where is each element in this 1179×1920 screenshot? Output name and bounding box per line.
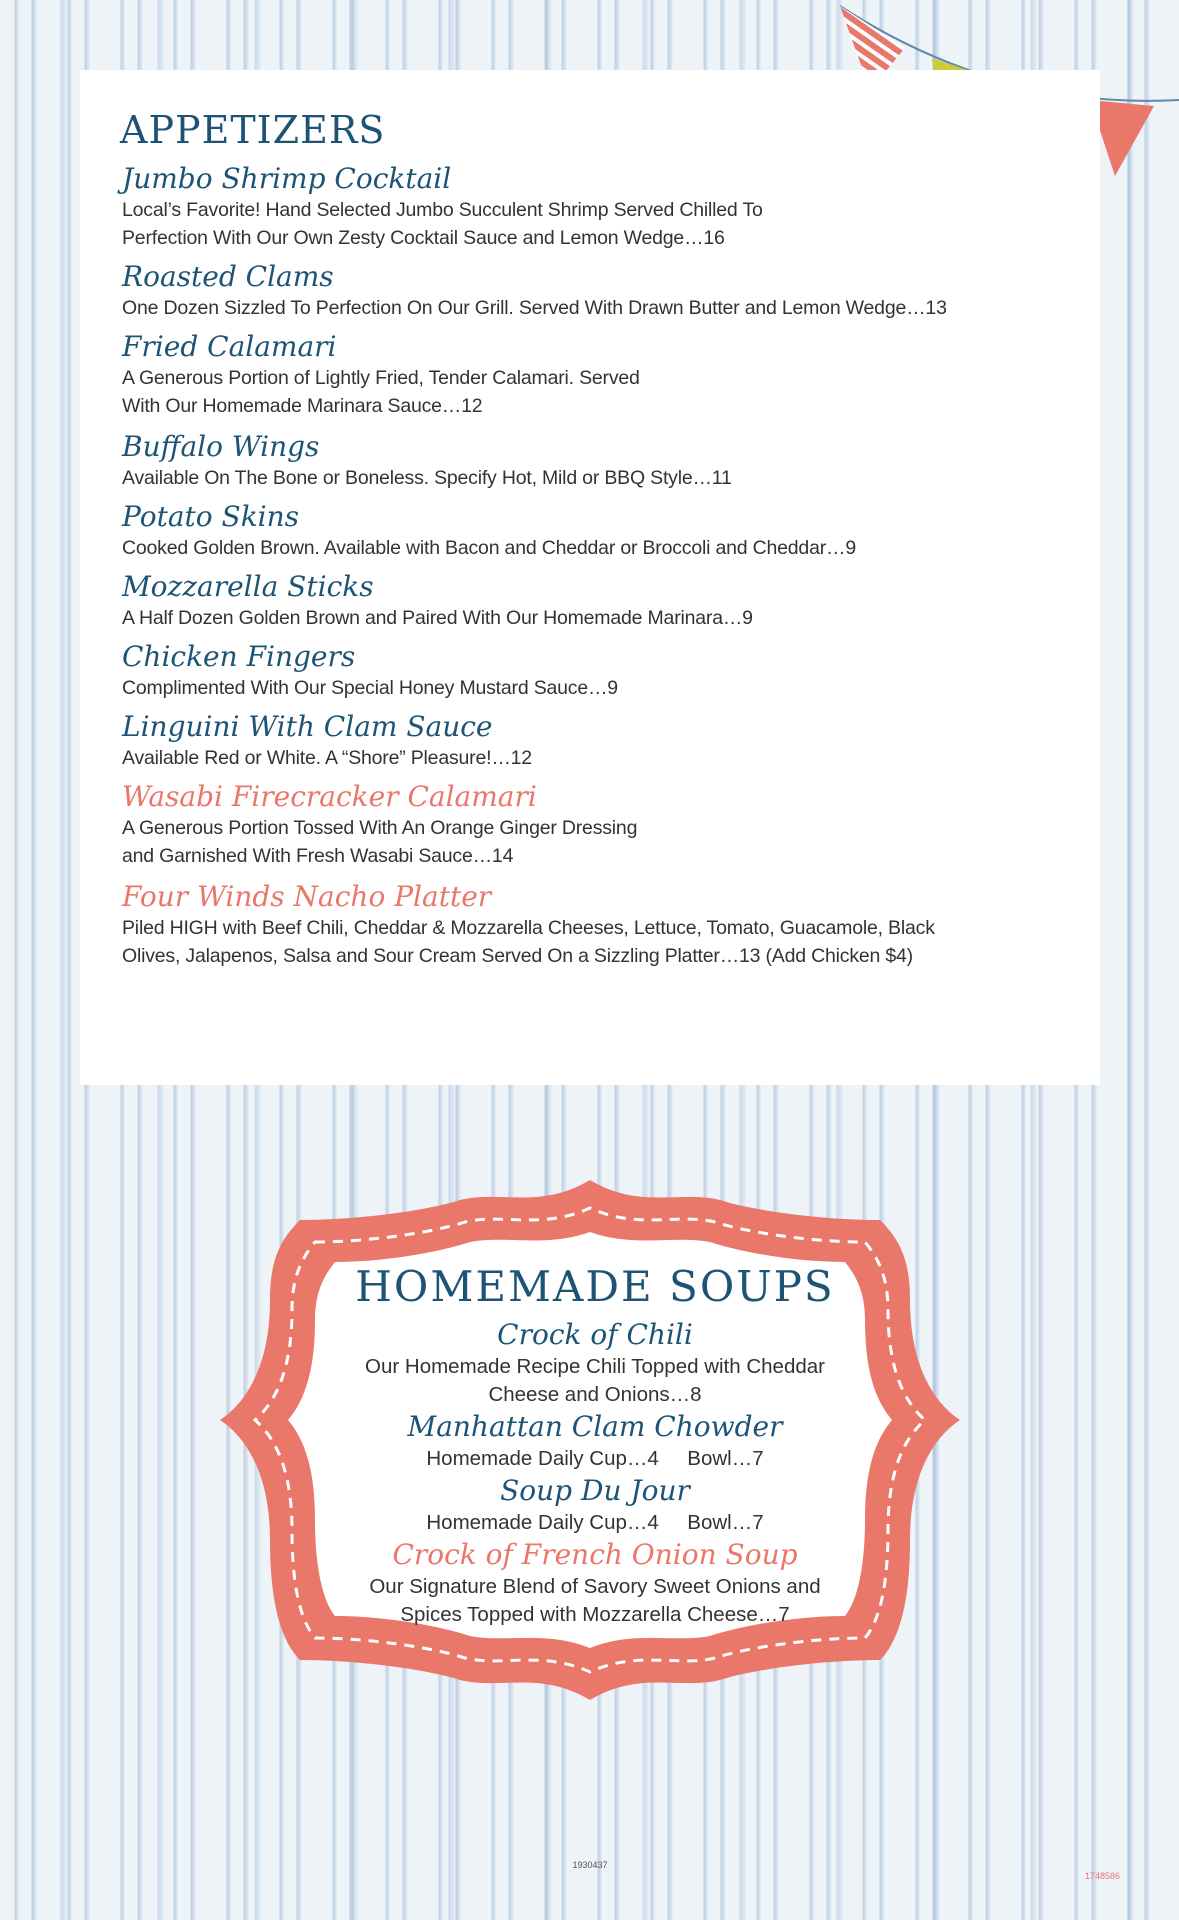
soups-title: HOMEMADE SOUPS (355, 1262, 835, 1311)
menu-item-name: Buffalo Wings (122, 430, 320, 463)
appetizers-title: APPETIZERS (120, 108, 386, 152)
menu-item (122, 640, 1042, 702)
menu-item-name: Mozzarella Sticks (122, 570, 374, 603)
menu-item-name: Roasted Clams (122, 260, 334, 293)
menu-item-description: Available On The Bone or Boneless. Specify Hot, Mild or BBQ Style…11 (122, 467, 732, 489)
soups-section (300, 1262, 890, 1629)
menu-item-description: Olives, Jalapenos, Salsa and Sour Cream Served On a Sizzling Platter…13 (Add Chicken $4) (122, 945, 913, 967)
menu-item-description: A Half Dozen Golden Brown and Paired With Our Homemade Marinara…9 (122, 607, 753, 629)
menu-item-name: Jumbo Shrimp Cocktail (122, 162, 452, 195)
menu-item (122, 330, 1042, 420)
menu-item-description: A Generous Portion of Lightly Fried, Tender Calamari. Served (122, 367, 640, 389)
menu-item-description: and Garnished With Fresh Wasabi Sauce…14 (122, 845, 514, 867)
menu-item (122, 162, 1042, 252)
soup-description: Cheese and Onions…8 (488, 1383, 702, 1406)
menu-item-description: Piled HIGH with Beef Chili, Cheddar & Mozzarella Cheeses, Lettuce, Tomato, Guacamole, Black (122, 917, 935, 939)
menu-item-description: A Generous Portion Tossed With An Orange Ginger Dressing (122, 817, 638, 839)
menu-item-description: With Our Homemade Marinara Sauce…12 (122, 395, 483, 417)
menu-item-description: One Dozen Sizzled To Perfection On Our Grill. Served With Drawn Butter and Lemon Wedge…13 (122, 297, 947, 319)
soup-description: Homemade Daily Cup…4 Bowl…7 (426, 1511, 764, 1534)
menu-item-description: Local’s Favorite! Hand Selected Jumbo Succulent Shrimp Served Chilled To (122, 199, 763, 221)
soup-name: Manhattan Clam Chowder (407, 1410, 783, 1443)
menu-item (122, 780, 1042, 870)
menu-item-description: Complimented With Our Special Honey Mustard Sauce…9 (122, 677, 618, 699)
menu-item (122, 880, 1042, 970)
print-code-corner: 1748586 (1085, 1871, 1121, 1881)
appetizer-list (122, 162, 1042, 970)
menu-item-description: Perfection With Our Own Zesty Cocktail Sauce and Lemon Wedge…16 (122, 227, 725, 249)
soup-name: Crock of Chili (497, 1318, 693, 1351)
soup-name: Crock of French Onion Soup (392, 1538, 798, 1571)
menu-item (122, 710, 1042, 772)
menu-item (122, 500, 1042, 562)
menu-item-name: Linguini With Clam Sauce (122, 710, 493, 743)
menu-item (122, 570, 1042, 632)
soup-description: Our Signature Blend of Savory Sweet Onions and (369, 1575, 821, 1598)
menu-item-name: Fried Calamari (122, 330, 337, 363)
menu-item-description: Available Red or White. A “Shore” Pleasure!…12 (122, 747, 532, 769)
menu-item (122, 430, 1042, 492)
menu-item-name: Potato Skins (122, 500, 300, 533)
soup-description: Homemade Daily Cup…4 Bowl…7 (426, 1447, 764, 1470)
soup-list (300, 1317, 890, 1629)
menu-item-name: Wasabi Firecracker Calamari (122, 780, 537, 813)
soup-description: Our Homemade Recipe Chili Topped with Cheddar (365, 1355, 825, 1378)
soup-name: Soup Du Jour (500, 1474, 690, 1507)
menu-item-description: Cooked Golden Brown. Available with Bacon and Cheddar or Broccoli and Cheddar…9 (122, 537, 856, 559)
menu-item (122, 260, 1042, 322)
soup-description: Spices Topped with Mozzarella Cheese…7 (400, 1603, 790, 1626)
menu-item-name: Four Winds Nacho Platter (122, 880, 492, 913)
menu-item-name: Chicken Fingers (122, 640, 356, 673)
print-code: 1930437 (572, 1860, 608, 1870)
